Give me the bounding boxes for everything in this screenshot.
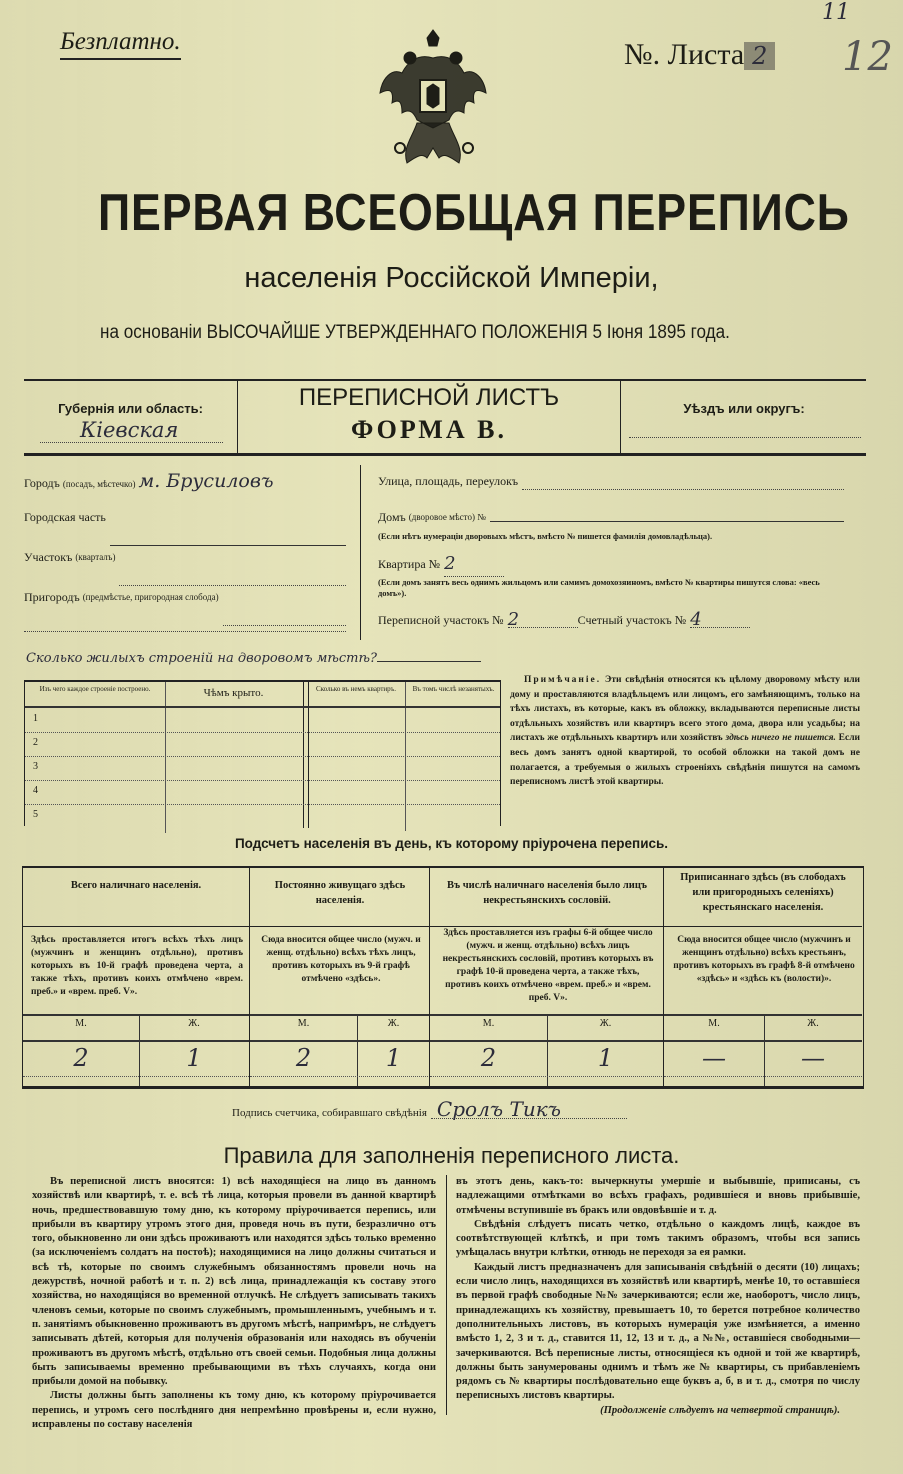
- uezd-label: Уѣздъ или округъ:: [683, 401, 805, 416]
- house-hint: (Если нѣтъ нумераціи дворовыхъ мѣстъ, вмѣсто № пишется фамилія домовладѣльца).: [378, 531, 713, 541]
- column-title: Всего наличнаго населенія.: [70, 880, 202, 891]
- building-row: [25, 708, 500, 733]
- row-number: 2: [33, 737, 38, 748]
- continued-note: (Продолженіе слѣдуетъ на четвертой страницѣ).: [600, 1404, 840, 1416]
- male-label: М.: [75, 1018, 87, 1029]
- note: Примѣчаніе. Эти свѣдѣнія относятся къ цѣлому дворовому мѣсту или дому и проставляются владѣльцемъ или лицомъ, его замѣняющимъ, только на тѣхъ листахъ, въ которые, какъ въ обложку, вкладываются переписные листы отдѣльныхъ хозяйствъ или квартиръ всего этого дома, двора или усадьбы; на листахъ же отдѣльныхъ квартиръ или хозяйствъ здѣсь ничего не пишется. Если весь домъ занятъ одной квартирой, то особой обложки на такой домъ не полагается, а требуемыя о жилыхъ строеніяхъ свѣдѣнія пишутся на самомъ переписномъ листѣ этой квартиры.: [510, 675, 861, 788]
- male-count: 2: [480, 1044, 497, 1072]
- female-label: Ж.: [599, 1018, 612, 1029]
- district-field: Переписной участокъ № 2 Счетный участокъ № 4: [378, 613, 844, 628]
- archive-mark: 11: [822, 0, 850, 25]
- row-number: 5: [33, 809, 38, 820]
- female-label: Ж.: [188, 1018, 200, 1029]
- male-label: М.: [708, 1018, 720, 1029]
- female-count: 1: [186, 1044, 202, 1072]
- form-title: ПЕРЕПИСНОЙ ЛИСТЪ: [298, 384, 560, 411]
- population-table: [22, 866, 864, 1089]
- city-value: м. Брусиловъ: [138, 470, 274, 492]
- population-column: [663, 868, 862, 1086]
- building-row: [25, 732, 500, 757]
- female-count: —: [801, 1044, 825, 1072]
- sheet-number-value: 2: [744, 42, 775, 70]
- rules-heading: Правила для заполненія переписного листа.: [223, 1143, 680, 1168]
- house-field: Домъ (дворовое мѣсто) №: [378, 510, 844, 525]
- col-apartments: Сколько въ немъ квартиръ.: [315, 685, 397, 693]
- signature-field: Подпись счетчика, собиравшаго свѣдѣнія Сролъ Тикъ: [232, 1100, 627, 1119]
- gubernia-label: Губернія или область:: [58, 401, 203, 416]
- column-title: Приписаннаго здѣсь (въ слободахъ или пригородныхъ селеніяхъ) крестьянскаго населенія.: [680, 872, 846, 913]
- col-material: Изъ чего каждое строеніе построено.: [39, 685, 151, 693]
- form-box: [24, 379, 866, 456]
- building-row: [25, 756, 500, 781]
- col-vacant: Въ томъ числѣ незанятыхъ.: [405, 682, 501, 831]
- male-count: 2: [295, 1044, 312, 1072]
- col-roof: Чѣмъ крыто.: [165, 682, 301, 833]
- population-heading: Подсчетъ населенія въ день, къ которому пріурочена перепись.: [234, 836, 669, 851]
- rules-right-column: въ этотъ день, какъ-то: вычеркнуты умершіе и выбывшіе, приписаны, съ надлежащими отмѣтками во всѣхъ графахъ, родившіеся и вновь прибывшіе, отмѣчены вступившіе въ бракъ или овдовѣвшіе и т. д. Свѣдѣнія слѣдуетъ писать четко, отдѣльно о каждомъ лицѣ, каждое въ соотвѣтствующей клѣткѣ, и при томъ такимъ образомъ, чтобы вся запись умѣщалась внутри клѣтки, отнюдь не переходя за ея рамки. Каждый листъ предназначенъ для записыванія свѣдѣній о десяти (10) лицахъ; если число лицъ, находящихся въ хозяйствѣ или квартирѣ, менѣе 10, то оставшіеся въ первой графѣ свободные №№ зачеркиваются; если же, наоборотъ, число лицъ, принадлежащихъ къ хозяйству, превышаетъ 10, то берется потребное количество дополнительныхъ листовъ, въ которыхъ нумерація уже измѣняется, а именно вмѣсто 1, 2, 3 и т. д., ставится 11, 12, 13 и т. д., а №№, оставшіеся свободными—зачеркиваются. Всѣ переписные листы, относящіеся къ одной и той же квартирѣ, должны быть занумерованы однимъ и тѣмъ же № квартиры, съ прибавленіемъ рядомъ съ № квартиры послѣдовательно еще буквъ а, б, в и т. д., смотря по числу переписныхъ листовъ квартиры. (Продолженіе слѣдуетъ на четвертой страницѣ).: [456, 1175, 860, 1418]
- row-number: 3: [33, 761, 38, 772]
- male-label: М.: [482, 1018, 495, 1029]
- street-field: Улица, площадь, переулокъ: [378, 474, 844, 510]
- city-field: Городъ (посадъ, мѣстечко) м. Брусиловъ: [24, 470, 274, 492]
- buildings-question: Сколько жилыхъ строеній на дворовомъ мѣстѣ?: [26, 651, 496, 666]
- row-number: 4: [33, 785, 38, 796]
- column-description: Сюда вносится общее число (мужч. и женщ. отдѣльно) всѣхъ тѣхъ лицъ, противъ которыхъ въ 9-й графѣ отмѣчено «здѣсь».: [261, 935, 421, 984]
- male-label: М.: [297, 1018, 310, 1029]
- buildings-table: [25, 680, 500, 828]
- double-headed-eagle-icon: [372, 28, 494, 174]
- free-label: Безплатно.: [60, 28, 181, 60]
- column-description: Здѣсь проставляется итогъ всѣхъ тѣхъ лицъ (мужчинъ и женщинъ отдѣльно), противъ которыхъ въ 10-й графѣ проведена черта, а также тѣхъ, противъ коихъ отмѣчено «врем. преб.» и «врем. преб. V».: [31, 935, 243, 997]
- signature-value: Сролъ Тикъ: [431, 1100, 627, 1119]
- female-count: 1: [597, 1044, 614, 1072]
- female-label: Ж.: [387, 1018, 400, 1029]
- basis-line: на основаніи ВЫСОЧАЙШЕ УТВЕРЖДЕННАГО ПОЛОЖЕНІЯ 5 Іюня 1895 года.: [100, 322, 730, 343]
- column-description: Здѣсь проставляется изъ графы 6-й общее число (мужч. и женщ. отдѣльно) всѣхъ лицъ некрестьянскихъ сословій, противъ которыхъ въ графѣ 10-й проведена черта, а также тѣхъ, противъ коихъ отмѣчено «врем. преб.» и «врем. преб. V».: [442, 928, 654, 1003]
- city-part-field: Городская часть: [24, 510, 346, 550]
- column-description: Сюда вносится общее число (мужчинъ и женщинъ отдѣльно) всѣхъ крестьянъ, противъ которыхъ въ графѣ 8-й отмѣчено «здѣсь» и «здѣсь къ (волости)».: [673, 935, 855, 984]
- population-column: [429, 868, 664, 1086]
- population-column: [249, 868, 430, 1086]
- uezd-value: [629, 436, 861, 438]
- precinct-field: Участокъ (кварталъ): [24, 550, 346, 590]
- sheet-number-label: [624, 38, 775, 72]
- rules-left-column: Въ переписной листъ вносятся: 1) всѣ находящіеся на лицо въ данномъ хозяйствѣ или квартирѣ, т. е. всѣ тѣ лица, которыя провели въ данной квартирѣ ночь, предшествовавшую тому дню, къ которому пріурочивается перепись, или прибыли въ квартиру утромъ этого дня, проведя ночь въ пути, безразлично отъ того, обыкновенно ли они здѣсь проживаютъ или находятся здѣсь только временно (за исключеніемъ солдатъ на постоѣ); находящимися на лицо должны считаться и всѣ тѣ, которые по своимъ служебнымъ обязанностямъ провели ночь на дежурствѣ, ночной работѣ и т. п. 2) всѣ лица, принадлежащія къ составу этого хозяйства, но находящіяся во временной отлучкѣ. Не слѣдуетъ записывать такихъ членовъ семьи, которые по своимъ служебнымъ, промышленнымъ, учебнымъ и т. п. занятіямъ обыкновенно проживаютъ въ другомъ мѣстѣ, напримѣръ, не слѣдуетъ записывать дѣтей, которыя для полученія образованія или находясь въ обученіи проживаютъ въ другомъ мѣстѣ, отдѣльно отъ своей семьи. Подобныя лица должны быть записываемы временно пребывающими въ тѣхъ случаяхъ, когда они прибыли домой на побывку. Листы должны быть заполнены къ тому дню, къ которому пріурочивается перепись, и утромъ сего послѣдняго дня непремѣнно провѣрены и, если нужно, исправлены по составу населенія: [32, 1176, 436, 1431]
- column-title: Постоянно живущаго здѣсь населенія.: [274, 880, 406, 906]
- apartment-field: Квартира № 2: [378, 557, 844, 577]
- row-number: 1: [33, 713, 38, 724]
- archive-mark: 12: [842, 34, 893, 80]
- apartment-hint: (Если домъ занятъ весь однимъ жильцомъ или самимъ домохозяиномъ, вмѣсто № квартиры пишутся слова: «весь домъ»).: [378, 577, 820, 598]
- population-column: [23, 868, 249, 1086]
- building-row: [25, 804, 500, 828]
- male-count: 2: [73, 1044, 89, 1072]
- gubernia-value: Кіевская: [40, 418, 223, 443]
- female-count: 1: [385, 1044, 402, 1072]
- column-title: Въ числѣ наличнаго населенія было лицъ некрестьянскихъ сословій.: [446, 880, 648, 906]
- female-label: Ж.: [807, 1018, 819, 1029]
- building-row: [25, 780, 500, 805]
- form-code: ФОРМА В.: [351, 415, 507, 444]
- main-title: ПЕРВАЯ ВСЕОБЩАЯ ПЕРЕПИСЬ: [98, 184, 850, 242]
- suburb-field: Пригородъ (предмѣстье, пригородная слобода): [24, 590, 346, 630]
- subtitle: населенія Россійской Имперіи,: [244, 262, 659, 294]
- sheet-label: №. Листа: [624, 38, 745, 71]
- male-count: —: [702, 1044, 726, 1072]
